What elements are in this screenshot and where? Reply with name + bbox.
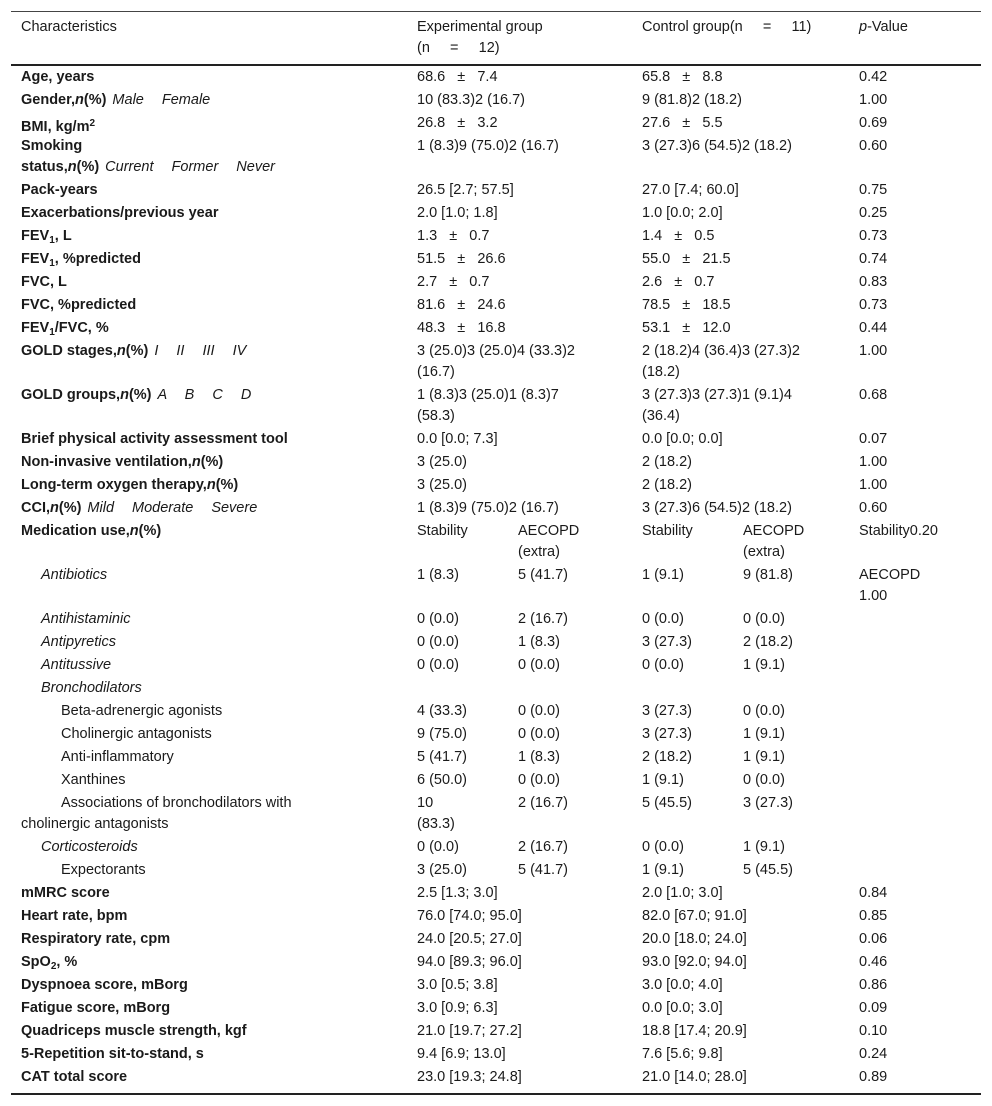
table-row: Age, years 68.6 ± 7.4 65.8 ± 8.8 0.42 bbox=[21, 69, 888, 85]
table-row: FVC, L 2.7 ± 0.7 2.6 ± 0.7 0.83 bbox=[21, 274, 888, 290]
table-row: Antitussive 0 (0.0) 0 (0.0) 0 (0.0) 1 (9.1) bbox=[41, 657, 785, 673]
table-row: Antipyretics 0 (0.0) 1 (8.3) 3 (27.3) 2 (18.2) bbox=[41, 634, 793, 650]
table-row: Expectorants 3 (25.0) 5 (41.7) 1 (9.1) 5 (45.5) bbox=[61, 862, 793, 878]
table-row: FVC, %predicted 81.6 ± 24.6 78.5 ± 18.5 0.73 bbox=[21, 297, 888, 313]
header-characteristics: Characteristics bbox=[21, 19, 117, 35]
table-row: Corticosteroids 0 (0.0) 2 (16.7) 0 (0.0) 1 (9.1) bbox=[41, 839, 785, 855]
table-row: Gender,n(%) Male Female 10 (83.3)2 (16.7) 9 (81.8)2 (18.2) 1.00 bbox=[21, 92, 888, 108]
table-row: $FEV_1$/FVC, % 48.3 ± 16.8 53.1 ± 12.0 0.44 bbox=[21, 320, 888, 338]
table-row: Quadriceps muscle strength, kgf 21.0 [19.7; 27.2] 18.8 [17.4; 20.9] 0.10 bbox=[21, 1023, 888, 1039]
table-row: Antibiotics 1 (8.3) 5 (41.7) 1 (9.1) 9 (81.8) AECOPD 1.00 bbox=[41, 567, 921, 604]
table-row: $FEV_1$, %predicted 51.5 ± 26.6 55.0 ± 21.5 0.74 bbox=[21, 251, 888, 269]
table-row: Respiratory rate, cpm 24.0 [20.5; 27.0] 20.0 [18.0; 24.0] 0.06 bbox=[21, 931, 888, 947]
header-p-value: p-Value bbox=[859, 19, 908, 35]
table-row: CAT total score 23.0 [19.3; 24.8] 21.0 [14.0; 28.0] 0.89 bbox=[21, 1069, 888, 1085]
table-row: Pack-years 26.5 [2.7; 57.5] 27.0 [7.4; 60.0] 0.75 bbox=[21, 182, 888, 198]
header-control-group: Control group(n = 11) bbox=[642, 19, 812, 35]
table-row: Xanthines 6 (50.0) 0 (0.0) 1 (9.1) 0 (0.0) bbox=[61, 772, 785, 788]
table-row: Medication use,n(%) Stability AECOPD (extra) Stability AECOPD (extra) Stability0.20 bbox=[21, 523, 938, 560]
table-row: Exacerbations/previous year 2.0 [1.0; 1.8] 1.0 [0.0; 2.0] 0.25 bbox=[21, 205, 888, 221]
table-row: Anti-inflammatory 5 (41.7) 1 (8.3) 2 (18.2) 1 (9.1) bbox=[61, 749, 785, 765]
table-row: Cholinergic antagonists 9 (75.0) 0 (0.0) 3 (27.3) 1 (9.1) bbox=[61, 726, 785, 742]
header-experimental-group: Experimental group (n = 12) bbox=[417, 19, 543, 56]
table-row: $FEV_1$, L 1.3 ± 0.7 1.4 ± 0.5 0.73 bbox=[21, 228, 888, 246]
table-row: mMRC score 2.5 [1.3; 3.0] 2.0 [1.0; 3.0] 0.84 bbox=[21, 885, 888, 901]
table-row: Associations of bronchodilators with cholinergic antagonists 10 (83.3) 2 (16.7) 5 (45.5) 3 (27.3) bbox=[21, 795, 793, 832]
table-row: SpO$_2$, % 94.0 [89.3; 96.0] 93.0 [92.0; 94.0] 0.46 bbox=[21, 954, 888, 972]
table-row: CCI,n(%) Mild Moderate Severe 1 (8.3)9 (75.0)2 (16.7) 3 (27.3)6 (54.5)2 (18.2) 0.60 bbox=[21, 500, 888, 516]
characteristics-table bbox=[11, 11, 981, 1095]
table-row: BMI, $kg/m^2$ 26.8 ± 3.2 27.6 ± 5.5 0.69 bbox=[21, 115, 888, 135]
table-row: Dyspnoea score, mBorg 3.0 [0.5; 3.8] 3.0 [0.0; 4.0] 0.86 bbox=[21, 977, 888, 993]
table-row: Long-term oxygen therapy,n(%) 3 (25.0) 2 (18.2) 1.00 bbox=[21, 477, 888, 493]
table-row: Brief physical activity assessment tool 0.0 [0.0; 7.3] 0.0 [0.0; 0.0] 0.07 bbox=[21, 431, 888, 447]
table-row: GOLD stages,n(%) I II III IV 3 (25.0)3 (25.0)4 (33.3)2 (16.7) 2 (18.2)4 (36.4)3 (27.3)2 (18.2) 1.00 bbox=[21, 343, 888, 380]
table-row: Fatigue score, mBorg 3.0 [0.9; 6.3] 0.0 [0.0; 3.0] 0.09 bbox=[21, 1000, 888, 1016]
table-bottom-rule bbox=[11, 1093, 981, 1095]
table-row: Beta-adrenergic agonists 4 (33.3) 0 (0.0) 3 (27.3) 0 (0.0) bbox=[61, 703, 785, 719]
table-row: Smoking status,n(%) Current Former Never 1 (8.3)9 (75.0)2 (16.7) 3 (27.3)6 (54.5)2 (18.2) 0.60 bbox=[21, 138, 888, 175]
table-row: Antihistaminic 0 (0.0) 2 (16.7) 0 (0.0) 0 (0.0) bbox=[41, 611, 785, 627]
table-header-row bbox=[11, 12, 981, 64]
table-row: GOLD groups,n(%) A B C D 1 (8.3)3 (25.0)1 (8.3)7 (58.3) 3 (27.3)3 (27.3)1 (9.1)4 (36.4) 0.68 bbox=[21, 387, 888, 424]
table-row: 5-Repetition sit-to-stand, s 9.4 [6.9; 13.0] 7.6 [5.6; 9.8] 0.24 bbox=[21, 1046, 888, 1062]
table-row: Bronchodilators bbox=[41, 680, 142, 696]
table-row: Heart rate, bpm 76.0 [74.0; 95.0] 82.0 [67.0; 91.0] 0.85 bbox=[21, 908, 888, 924]
table-row: Non-invasive ventilation,n(%) 3 (25.0) 2 (18.2) 1.00 bbox=[21, 454, 888, 470]
